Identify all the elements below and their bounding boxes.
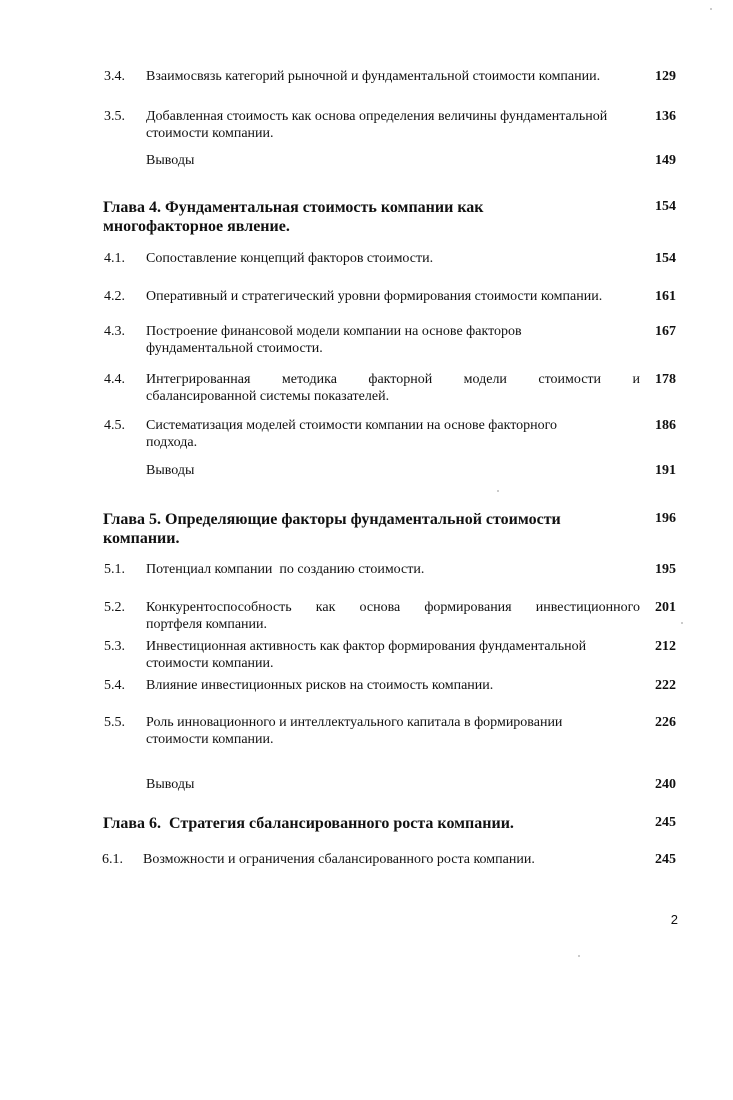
entry-title-line2: подхода. — [146, 435, 198, 450]
page-number: 2 — [670, 912, 678, 927]
chapter-title-line2: компании. — [103, 530, 180, 547]
chapter-title — [103, 198, 633, 236]
entry-page: 212 — [655, 639, 676, 654]
entry-title: Возможности и ограничения сбалансированного роста компании. — [143, 852, 535, 867]
entry-page: 178 — [655, 372, 676, 387]
entry-page: 245 — [655, 852, 676, 867]
chapter-title-line1: Глава 4. Фундаментальная стоимость компании как — [103, 199, 484, 216]
entry-page: 154 — [655, 251, 676, 266]
entry-number: 5.1. — [104, 562, 125, 577]
entry-title — [146, 714, 640, 748]
chapter-page: 154 — [655, 199, 676, 214]
entry-title — [146, 638, 640, 672]
entry-title-line2: портфеля компании. — [146, 617, 268, 632]
entry-title — [146, 599, 640, 633]
entry-title — [146, 108, 640, 142]
chapter-title: Глава 6. Стратегия сбалансированного роста компании. — [103, 815, 514, 832]
entry-title-line2: стоимости компании. — [146, 732, 274, 747]
entry-title — [146, 371, 640, 405]
entry-number: 5.3. — [104, 639, 125, 654]
entry-title: Выводы — [146, 777, 195, 792]
entry-page: 222 — [655, 678, 676, 693]
chapter-title-line2: многофакторное явление. — [103, 218, 290, 235]
entry-page: 195 — [655, 562, 676, 577]
entry-title-line1: Инвестиционная активность как фактор формирования фундаментальной — [146, 639, 587, 654]
chapter-title — [103, 510, 633, 548]
entry-title — [146, 417, 640, 451]
scan-speck — [681, 622, 683, 624]
scan-speck — [497, 490, 499, 492]
entry-title: Оперативный и стратегический уровни формирования стоимости компании. — [146, 289, 603, 304]
entry-number: 5.5. — [104, 715, 125, 730]
entry-title-line1: Конкурентоспособность как основа формирования инвестиционного — [146, 600, 640, 615]
chapter-title-line1: Глава 5. Определяющие факторы фундаментальной стоимости — [103, 511, 561, 528]
scan-speck — [578, 955, 580, 957]
entry-page: 201 — [655, 600, 676, 615]
entry-page: 186 — [655, 418, 676, 433]
entry-title-line1: Интегрированная методика факторной модели стоимости и — [146, 372, 640, 387]
entry-number: 4.3. — [104, 324, 125, 339]
entry-number: 5.2. — [104, 600, 125, 615]
entry-title: Выводы — [146, 463, 195, 478]
entry-number: 6.1. — [102, 852, 123, 867]
entry-title-line2: стоимости компании. — [146, 126, 274, 141]
entry-title — [146, 323, 640, 357]
entry-page: 226 — [655, 715, 676, 730]
entry-number: 4.5. — [104, 418, 125, 433]
entry-title: Сопоставление концепций факторов стоимости. — [146, 251, 434, 266]
entry-page: 136 — [655, 109, 676, 124]
entry-title: Потенциал компании по созданию стоимости. — [146, 562, 425, 577]
entry-number: 4.1. — [104, 251, 125, 266]
entry-page: 191 — [655, 463, 676, 478]
entry-title-line1: Роль инновационного и интеллектуального капитала в формировании — [146, 715, 563, 730]
entry-title: Выводы — [146, 153, 195, 168]
entry-page: 161 — [655, 289, 676, 304]
chapter-page: 245 — [655, 815, 676, 830]
entry-number: 4.4. — [104, 372, 125, 387]
entry-title-line1: Построение финансовой модели компании на основе факторов — [146, 324, 522, 339]
entry-title-line1: Добавленная стоимость как основа определения величины фундаментальной — [146, 109, 608, 124]
entry-title: Влияние инвестиционных рисков на стоимость компании. — [146, 678, 494, 693]
entry-page: 240 — [655, 777, 676, 792]
entry-title-line1: Систематизация моделей стоимости компании на основе факторного — [146, 418, 558, 433]
entry-page: 167 — [655, 324, 676, 339]
entry-number: 3.4. — [104, 69, 125, 84]
entry-title-line2: фундаментальной стоимости. — [146, 341, 323, 356]
entry-page: 129 — [655, 69, 676, 84]
scan-speck — [710, 8, 712, 10]
entry-title-line2: сбалансированной системы показателей. — [146, 389, 390, 404]
entry-title-line2: стоимости компании. — [146, 656, 274, 671]
entry-page: 149 — [655, 153, 676, 168]
entry-number: 4.2. — [104, 289, 125, 304]
chapter-page: 196 — [655, 511, 676, 526]
entry-number: 5.4. — [104, 678, 125, 693]
entry-title: Взаимосвязь категорий рыночной и фундаментальной стоимости компании. — [146, 69, 601, 84]
entry-number: 3.5. — [104, 109, 125, 124]
